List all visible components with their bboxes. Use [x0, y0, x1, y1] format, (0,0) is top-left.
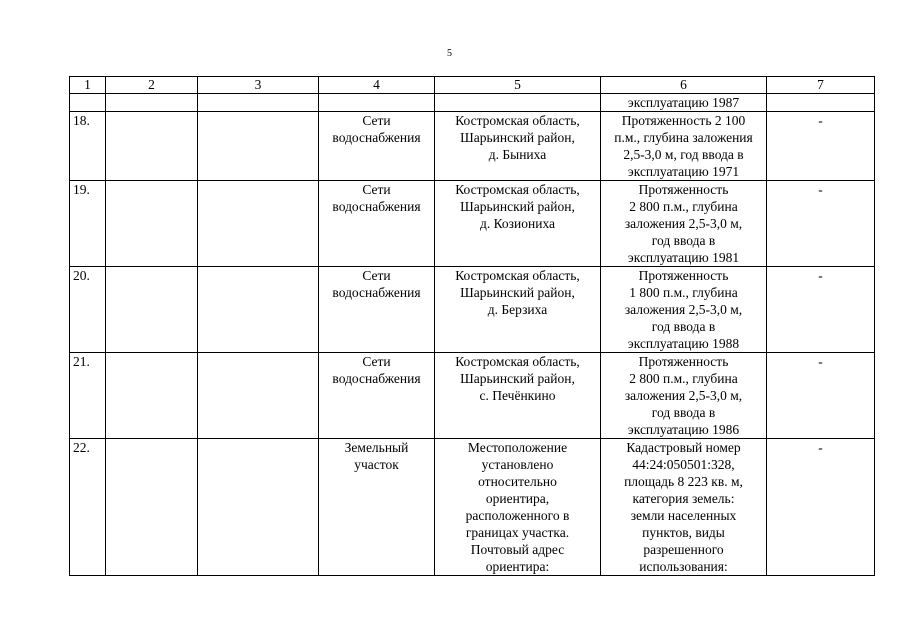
cell-col2: [106, 94, 198, 112]
cell-name: [319, 94, 435, 112]
object-details-line: эксплуатацию 1981: [627, 250, 740, 265]
object-name-line: водоснабжения: [332, 285, 421, 300]
object-details-line: год ввода в: [651, 405, 716, 420]
object-details-line: 2 800 п.м., глубина: [629, 199, 738, 214]
object-name-line: Сети: [362, 113, 391, 128]
object-address-line: Костромская область,: [455, 268, 580, 283]
header-cell-5: 5: [435, 77, 601, 94]
row-number: 19.: [70, 181, 106, 267]
object-details-line: Кадастровый номер: [626, 440, 741, 455]
object-details-line: год ввода в: [651, 319, 716, 334]
object-details-line: 2 800 п.м., глубина: [629, 371, 738, 386]
object-address-line: Шарьинский район,: [460, 371, 575, 386]
table-row: [70, 267, 875, 353]
table-header-row: [70, 77, 875, 94]
object-address-line: д. Берзиха: [487, 302, 548, 317]
object-details-line: пунктов, виды: [642, 525, 725, 540]
header-cell-6: 6: [601, 77, 767, 94]
table-row: [70, 181, 875, 267]
object-name-line: Сети: [362, 268, 391, 283]
cell-details: эксплуатацию 1987: [601, 94, 767, 112]
row-number: 21.: [70, 353, 106, 439]
object-details-line: Протяженность: [638, 268, 729, 283]
cell-col7: -: [767, 353, 875, 439]
cell-col3: [198, 112, 319, 181]
object-details-line: эксплуатацию 1971: [627, 164, 740, 179]
cell-col7: -: [767, 439, 875, 576]
object-details: [601, 112, 767, 181]
object-details-line: Протяженность: [638, 354, 729, 369]
object-address: [435, 181, 601, 267]
cell-col3: [198, 94, 319, 112]
object-address-line: Почтовый адрес: [470, 542, 565, 557]
object-address-line: ориентира:: [485, 559, 550, 574]
cell-col7: -: [767, 112, 875, 181]
object-details-line: площадь 8 223 кв. м,: [624, 474, 743, 489]
object-details-line: земли населенных: [630, 508, 737, 523]
object-details-line: заложения 2,5-3,0 м,: [624, 216, 743, 231]
object-details: [601, 353, 767, 439]
object-address: [435, 112, 601, 181]
object-details: [601, 439, 767, 576]
header-cell-1: 1: [70, 77, 106, 94]
property-table: [69, 76, 875, 576]
object-address-line: расположенного в: [465, 508, 570, 523]
object-address: [435, 439, 601, 576]
cell-col3: [198, 439, 319, 576]
object-address-line: Шарьинский район,: [460, 130, 575, 145]
cell-col2: [106, 439, 198, 576]
cell-address: [435, 94, 601, 112]
object-details-line: год ввода в: [651, 233, 716, 248]
object-details-line: эксплуатацию 1988: [627, 336, 740, 351]
row-number: 22.: [70, 439, 106, 576]
cell-col2: [106, 353, 198, 439]
cell-col3: [198, 353, 319, 439]
object-address: [435, 353, 601, 439]
object-name-line: участок: [354, 457, 399, 472]
object-details: [601, 181, 767, 267]
object-address-line: Местоположение: [467, 440, 568, 455]
object-details-line: 1 800 п.м., глубина: [629, 285, 738, 300]
object-address-line: д. Козиониха: [479, 216, 556, 231]
object-details-line: категория земель:: [632, 491, 735, 506]
object-details-line: Протяженность 2 100: [621, 113, 746, 128]
object-details-line: 2,5-3,0 м, год ввода в: [623, 147, 744, 162]
object-details-line: Протяженность: [638, 182, 729, 197]
object-address-line: границах участка.: [465, 525, 570, 540]
object-name-line: водоснабжения: [332, 199, 421, 214]
cell-num: [70, 94, 106, 112]
header-cell-7: 7: [767, 77, 875, 94]
cell-col3: [198, 267, 319, 353]
cell-col2: [106, 181, 198, 267]
object-details-line: разрешенного: [643, 542, 724, 557]
object-details-line: 44:24:050501:328,: [632, 457, 735, 472]
object-name: [319, 267, 435, 353]
header-cell-3: 3: [198, 77, 319, 94]
page-number: 5: [447, 48, 452, 59]
header-cell-2: 2: [106, 77, 198, 94]
cell-col7: [767, 94, 875, 112]
row-number: 20.: [70, 267, 106, 353]
cell-col7: -: [767, 267, 875, 353]
object-name-line: Сети: [362, 182, 391, 197]
header-cell-4: 4: [319, 77, 435, 94]
object-address-line: Костромская область,: [455, 182, 580, 197]
object-name: [319, 112, 435, 181]
cell-col2: [106, 267, 198, 353]
object-name-line: водоснабжения: [332, 130, 421, 145]
object-address-line: относительно: [478, 474, 557, 489]
row-number: 18.: [70, 112, 106, 181]
object-details-line: заложения 2,5-3,0 м,: [624, 302, 743, 317]
object-name: [319, 181, 435, 267]
table-row: [70, 112, 875, 181]
object-address-line: Костромская область,: [455, 113, 580, 128]
object-address: [435, 267, 601, 353]
object-name-line: водоснабжения: [332, 371, 421, 386]
object-details-line: заложения 2,5-3,0 м,: [624, 388, 743, 403]
object-name: [319, 439, 435, 576]
object-details-line: п.м., глубина заложения: [614, 130, 753, 145]
object-address-line: ориентира,: [485, 491, 550, 506]
object-address-line: Шарьинский район,: [460, 199, 575, 214]
object-name-line: Земельный: [344, 440, 409, 455]
object-address-line: д. Быниха: [488, 147, 547, 162]
table-row: [70, 439, 875, 576]
continuation-row: [70, 94, 875, 112]
object-address-line: Шарьинский район,: [460, 285, 575, 300]
object-details-line: эксплуатацию 1986: [627, 422, 740, 437]
cell-col3: [198, 181, 319, 267]
object-details: [601, 267, 767, 353]
object-details-line: использования:: [639, 559, 728, 574]
cell-col7: -: [767, 181, 875, 267]
cell-col2: [106, 112, 198, 181]
object-name-line: Сети: [362, 354, 391, 369]
object-address-line: установлено: [481, 457, 554, 472]
object-address-line: с. Печёнкино: [479, 388, 556, 403]
object-name: [319, 353, 435, 439]
table-row: [70, 353, 875, 439]
object-address-line: Костромская область,: [455, 354, 580, 369]
